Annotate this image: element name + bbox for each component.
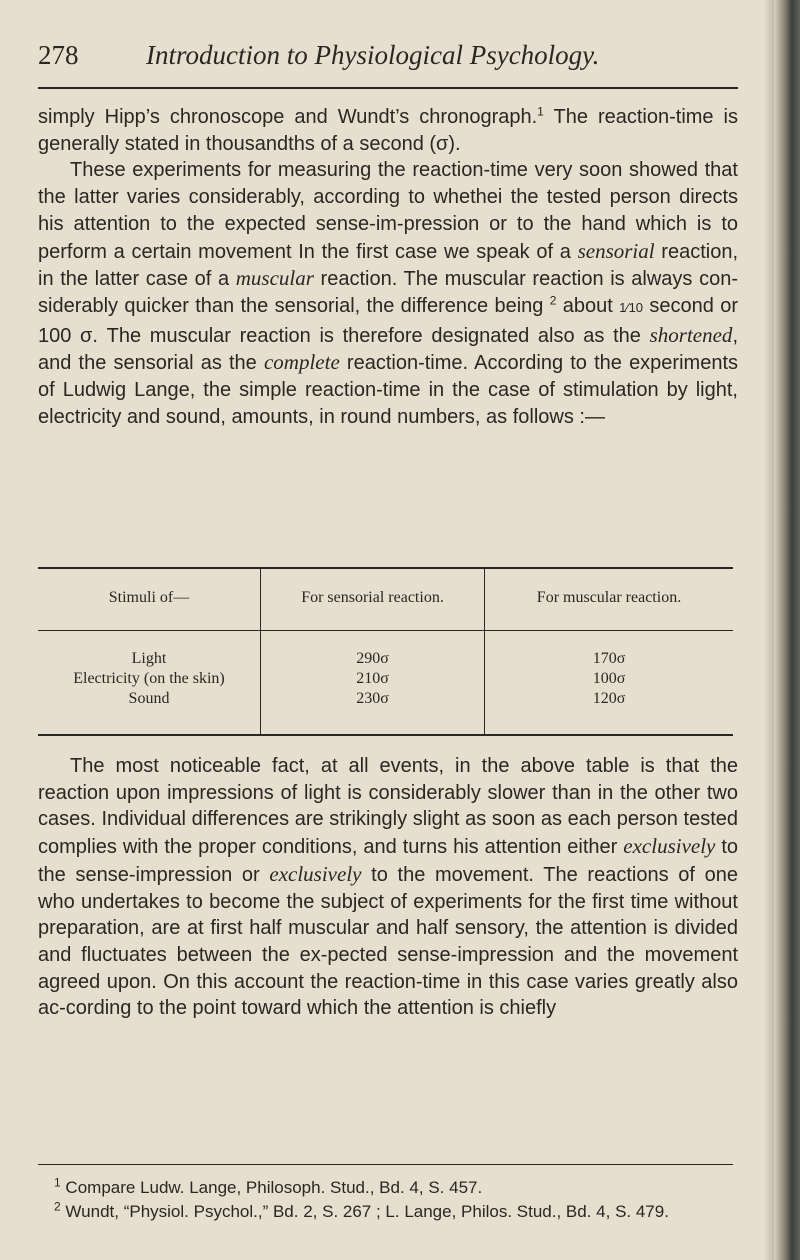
footnotes — [38, 1176, 738, 1224]
emphasis: exclusively — [269, 861, 362, 886]
table-header-stimuli: Stimuli of— — [108, 589, 190, 606]
table-cell: 290σ — [356, 650, 389, 667]
table-cell: Sound — [128, 690, 170, 707]
emphasis: sensorial — [577, 238, 655, 263]
table-column-muscular — [485, 649, 733, 709]
footnote-mark: 1 — [54, 1175, 61, 1190]
footnote-rule — [38, 1164, 733, 1165]
text-run: to the sense-impression or — [38, 836, 738, 886]
table-header-rule — [38, 630, 733, 631]
table-bottom-rule — [38, 734, 733, 736]
text-run: These experiments for measuring the reaction-time very soon showed that the latter varies considerably, according to whethei the tested person directs his attention to the expected sense-im-pression or to the hand which is to perform a certain movement In the first case we speak of a — [38, 159, 738, 263]
running-title: Introduction to Physiological Psychology. — [146, 40, 600, 70]
footnote-text: Wundt, “Physiol. Psychol.,” Bd. 2, S. 267 ; L. Lange, Philos. Stud., Bd. 4, S. 479. — [65, 1202, 669, 1221]
footnote-2 — [38, 1200, 738, 1224]
text-run: The most noticeable fact, at all events, in the above table is that the reaction upon impressions of light is considerably slower than in the other two cases. Individual differences are strikingly slight as soon as each person tested complies with the proper conditions, and turns his attention either — [38, 755, 738, 859]
body-text-bottom — [38, 753, 738, 1022]
paragraph-2 — [38, 157, 738, 430]
table-header-muscular: For muscular reaction. — [536, 589, 682, 606]
table-cell: 170σ — [592, 650, 626, 667]
text-run: reaction-time. According to the experiments of Ludwig Lange, the simple reaction-time in the case of stimulation by light, electricity and sound, amounts, in round numbers, as follows :— — [38, 352, 738, 428]
table-cell: 230σ — [356, 690, 389, 707]
table-cell: Light — [131, 650, 167, 667]
paragraph-3 — [38, 753, 738, 1022]
footnote-1 — [38, 1176, 738, 1200]
footnote-ref: 2 — [549, 293, 557, 308]
text-run: simply Hipp’s chronoscope and Wundt’s chronograph. — [38, 106, 538, 128]
footnote-text: Compare Ludw. Lange, Philosoph. Stud., Bd. 4, S. 457. — [65, 1178, 483, 1197]
table-top-rule — [38, 567, 733, 569]
text-run: reaction. The muscular reaction is always con-siderably quicker than the sensorial, the difference being — [38, 268, 738, 317]
table-column-sensorial — [261, 649, 484, 709]
footnote-ref: 1 — [537, 104, 544, 119]
table-column-stimuli — [38, 649, 260, 709]
text-run: , and the sensorial as the — [38, 324, 738, 375]
page-number: 278 — [38, 40, 79, 70]
fraction: 1⁄10 — [619, 299, 644, 315]
reaction-time-table — [38, 567, 733, 736]
table-cell: 120σ — [592, 690, 626, 707]
emphasis: muscular — [235, 266, 314, 291]
text-run: about — [556, 294, 620, 317]
table-header-sensorial: For sensorial reaction. — [301, 589, 444, 606]
emphasis: complete — [263, 350, 340, 375]
body-text-top — [38, 104, 738, 430]
running-header — [38, 36, 738, 84]
table-cell: Electricity (on the skin) — [73, 670, 225, 687]
text-run: The reaction-time is generally stated in thousandths of a second (σ). — [38, 106, 738, 155]
header-rule — [38, 87, 738, 89]
footnote-mark: 2 — [54, 1199, 61, 1214]
table-cell: 100σ — [592, 670, 626, 687]
text-run: reaction, in the latter case of a — [38, 240, 739, 291]
paragraph-1 — [38, 104, 738, 157]
page-edge-shadow — [764, 0, 774, 1260]
text-run: second or 100 σ. The muscular reaction is therefore designated also as the — [38, 294, 738, 347]
emphasis: exclusively — [623, 834, 716, 859]
book-spine-edge — [774, 0, 800, 1260]
emphasis: shortened — [649, 322, 733, 347]
text-run: to the movement. The reactions of one who undertakes to become the subject of experiments for the first time without preparation, are at first half muscular and half sensory, the attention is divided and fluctuates between the ex-pected sense-impression and the movement agreed upon. On this account the reaction-time in this case varies greatly also ac-cording to the point toward which the attention is chiefly — [38, 863, 738, 1020]
table-cell: 210σ — [356, 670, 389, 687]
